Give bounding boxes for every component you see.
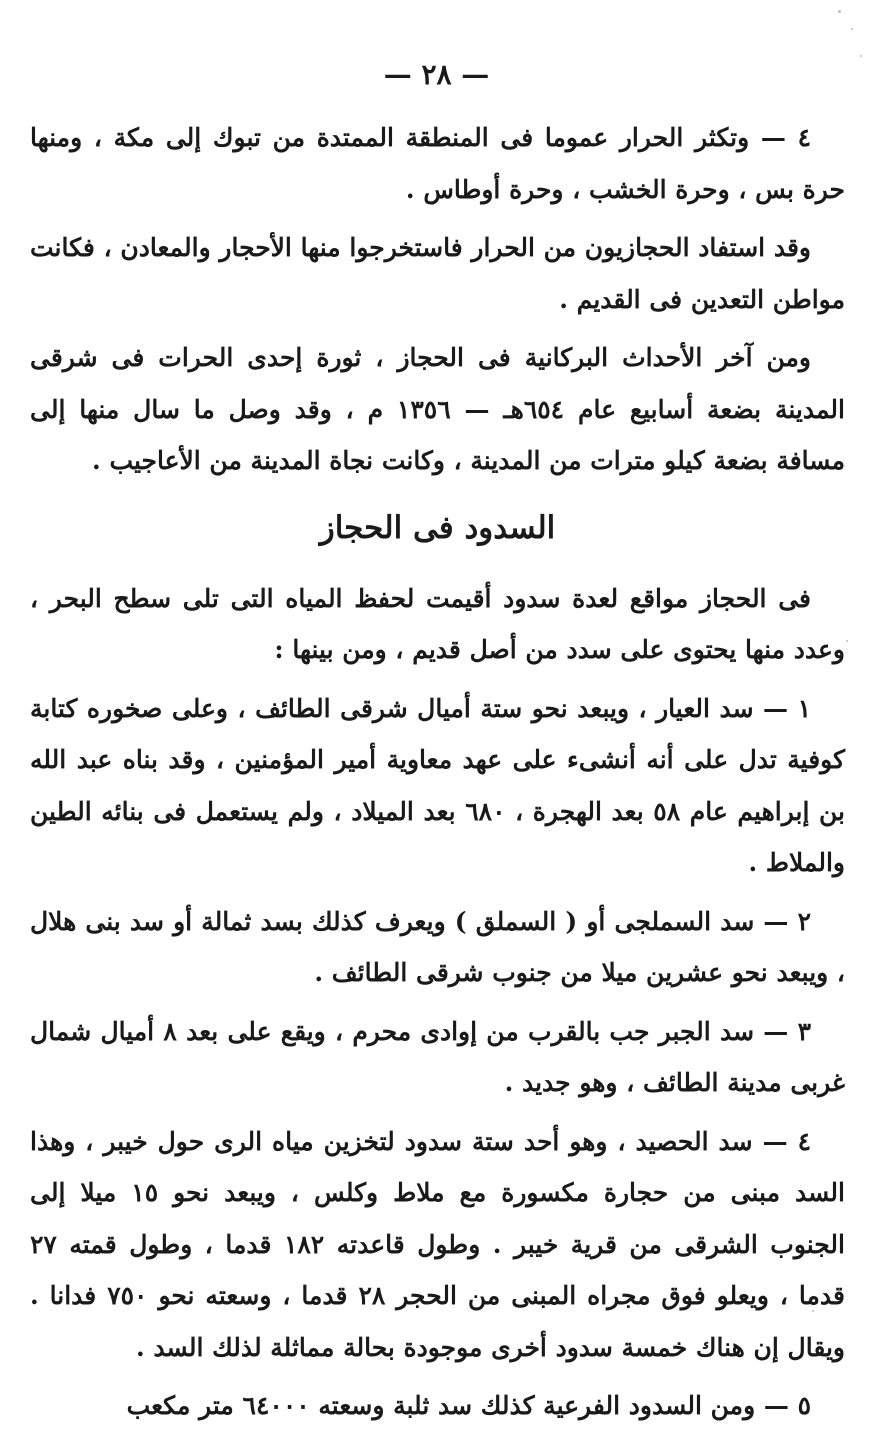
scan-speck [812, 1310, 814, 1312]
paragraph-dam-5: ٥ — ومن السدود الفرعية كذلك سد ثلبة وسعته ٦٤٠٠٠ متر مكعب [126, 1391, 811, 1420]
paragraph-harrat-locations: ٤ — وتكثر الحرار عموما فى المنطقة الممتدة من تبوك إلى مكة ، ومنها حرة بس ، وحرة الخشب ، وحرة أوطاس . [30, 123, 845, 204]
scan-speck [838, 10, 841, 13]
scan-speck [860, 55, 862, 57]
page-number: — ٢٨ — [383, 58, 490, 91]
paragraph-volcanic-event: ومن آخر الأحداث البركانية فى الحجاز ، ثورة إحدى الحرات فى شرقى المدينة بضعة أسابيع عام ٦٥٤هـ — ١٣٥٦ م ، وقد وصل ما سال منها إلى مسافة بضعة كيلو مترات من المدينة ، وكانت نجاة المدينة من الأعاجيب . [30, 343, 845, 475]
scan-speck [846, 640, 848, 642]
paragraph-dam-3: ٣ — سد الجبر جب بالقرب من إوادى محرم ، ويقع على بعد ٨ أميال شمال غربى مدينة الطائف ، وهو جديد . [30, 1016, 845, 1097]
document-body [30, 112, 845, 1439]
scan-speck [851, 28, 853, 30]
paragraph-dam-4: ٤ — سد الحصيد ، وهو أحد ستة سدود لتخزين مياه الرى حول خيبر ، وهذا السد مبنى من حجارة مكسورة مع ملاط وكلس ، ويبعد نحو ١٥ ميلا إلى الجنوب الشرقى من قرية خيبر . وطول قاعدته ١٨٢ قدما ، وطول قمته ٢٧ قدما ، ويعلو فوق مجراه المبنى من الحجر ٢٨ قدما ، وسعته نحو ٧٥٠ فدانا . ويقال إن هناك خمسة سدود أخرى موجودة بحالة مماثلة لذلك السد . [30, 1126, 845, 1362]
paragraph-dam-1: ١ — سد العيار ، ويبعد نحو ستة أميال شرقى الطائف ، وعلى صخوره كتابة كوفية تدل على أنه أنشىء على عهد معاوية أمير المؤمنين ، وقد بناه عبد الله بن إبراهيم عام ٥٨ بعد الهجرة ، ٦٨٠ بعد الميلاد ، ولم يستعمل فى بنائه الطين والملاط . [30, 693, 846, 877]
paragraph-dam-2: ٢ — سد السملجى أو ( السملق ) ويعرف كذلك بسد ثمالة أو سد بنى هلال ، ويبعد نحو عشرين ميلا من جنوب شرقى الطائف . [30, 906, 845, 987]
section-heading: السدود فى الحجاز [319, 509, 556, 546]
paragraph-dams-intro: فى الحجاز مواقع لعدة سدود أقيمت لحفظ المياه التى تلى سطح البحر ، وعدد منها يحتوى على سدد من أصل قديم ، ومن بينها : [30, 583, 845, 664]
paragraph-mining: وقد استفاد الحجازيون من الحرار فاستخرجوا منها الأحجار والمعادن ، فكانت مواطن التعدين فى القديم . [30, 233, 845, 314]
